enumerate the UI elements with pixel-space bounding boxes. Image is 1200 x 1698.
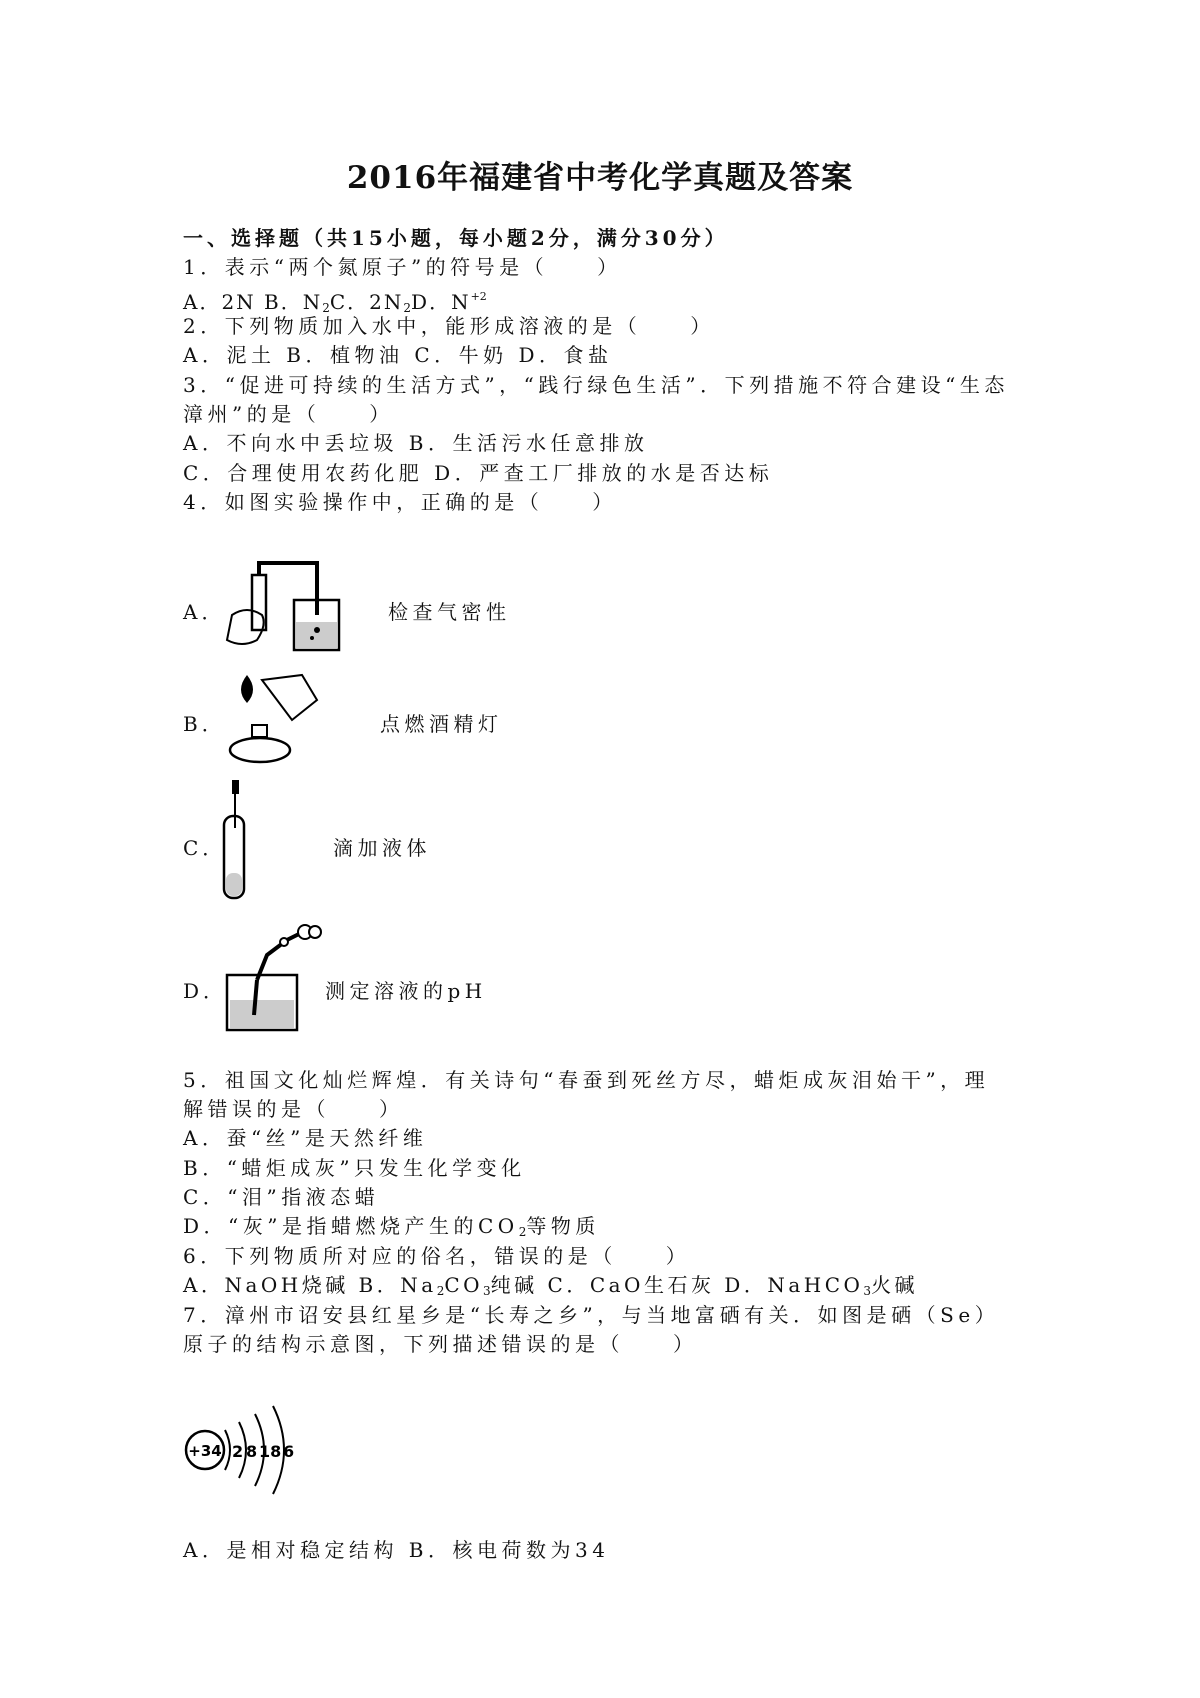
q6-sub3: 3	[863, 1284, 872, 1298]
question-6-stem: 6．下列物质所对应的俗名，错误的是（ ）	[183, 1244, 691, 1268]
selenium-atom-structure-diagram	[183, 1400, 303, 1505]
q6-sub1: 2	[436, 1284, 445, 1298]
shell-2-electrons: 8	[246, 1442, 258, 1461]
q1-option-c-subscript: 2	[403, 301, 412, 315]
q4-option-c-text: 滴加液体	[333, 836, 431, 860]
q1-option-d-superscript: +2	[470, 290, 487, 303]
section-heading: 一、选择题（共15小题，每小题2分，满分30分）	[183, 226, 729, 250]
q4-option-d-text: 测定溶液的pH	[325, 979, 487, 1003]
q5-option-d-post: 等物质	[526, 1214, 600, 1238]
question-5-stem-line2: 解错误的是（ ）	[183, 1097, 404, 1121]
q5-option-d	[183, 1212, 600, 1246]
q6-options-part3: 纯碱 C．CaO生石灰 D．NaHCO	[490, 1273, 864, 1297]
question-6-options	[183, 1271, 918, 1305]
q4-option-b-label: B．	[183, 712, 226, 736]
airtightness-check-figure	[222, 560, 352, 655]
q4-option-c-label: C．	[183, 836, 227, 860]
question-5-stem-line1: 5．祖国文化灿烂辉煌．有关诗句“春蚕到死丝方尽，蜡炬成灰泪始干”，理	[183, 1068, 990, 1092]
q6-sub2: 3	[483, 1284, 491, 1298]
q7-options-ab: A．是相对稳定结构 B．核电荷数为34	[183, 1538, 610, 1562]
q5-option-d-pre: D．“灰”是指蜡燃烧产生的CO	[183, 1214, 519, 1238]
q6-options-part2: CO	[444, 1273, 484, 1297]
question-2-options: A．泥土 B．植物油 C．牛奶 D．食盐	[183, 343, 613, 367]
shell-4-electrons: 6	[283, 1442, 295, 1461]
shell-3-electrons: 18	[259, 1442, 282, 1461]
q4-option-a-text: 检查气密性	[388, 600, 511, 624]
q5-option-b: B．“蜡炬成灰”只发生化学变化	[183, 1156, 526, 1180]
question-7-stem-line2: 原子的结构示意图，下列描述错误的是（ ）	[183, 1332, 698, 1356]
shell-1-electrons: 2	[232, 1442, 244, 1461]
dropper-test-tube-figure	[218, 778, 258, 903]
question-3-stem-line1: 3．“促进可持续的生活方式”，“践行绿色生活”．下列措施不符合建设“生态	[183, 373, 1009, 397]
q4-option-b-text: 点燃酒精灯	[380, 712, 503, 736]
q1-option-b-subscript: 2	[322, 301, 330, 315]
question-7-stem-line1: 7．漳州市诏安县红星乡是“长寿之乡”，与当地富硒有关．如图是硒（Se）	[183, 1303, 1000, 1327]
alcohol-lamp-figure	[222, 665, 322, 765]
question-2-stem: 2．下列物质加入水中，能形成溶液的是（ ）	[183, 314, 715, 338]
q5-option-a: A．蚕“丝”是天然纤维	[183, 1126, 428, 1150]
q6-options-part4: 火碱	[871, 1273, 919, 1297]
q1-option-c: C．2N	[329, 290, 404, 314]
q5-option-c: C．“泪”指液态蜡	[183, 1185, 380, 1209]
q1-option-a: A．2N	[183, 290, 256, 314]
q6-options-part1: A．NaOH烧碱 B．Na	[183, 1273, 437, 1297]
question-1-stem: 1．表示“两个氮原子”的符号是（ ）	[183, 255, 622, 279]
question-3-stem-line2: 漳州”的是（ ）	[183, 402, 394, 426]
question-4-stem: 4．如图实验操作中，正确的是（ ）	[183, 490, 617, 514]
q4-option-a-label: A．	[183, 600, 226, 624]
question-3-options-cd: C．合理使用农药化肥 D．严查工厂排放的水是否达标	[183, 461, 774, 485]
q1-option-d: D．N	[411, 290, 471, 314]
question-3-options-ab: A．不向水中丢垃圾 B．生活污水任意排放	[183, 431, 649, 455]
page-title: 2016年福建省中考化学真题及答案	[346, 160, 854, 196]
q5-option-d-subscript: 2	[518, 1225, 527, 1239]
ph-measurement-figure	[222, 920, 322, 1035]
q1-option-b: B．N	[264, 290, 323, 314]
q4-option-d-label: D．	[183, 979, 228, 1003]
nucleus-charge: +34	[188, 1442, 222, 1460]
